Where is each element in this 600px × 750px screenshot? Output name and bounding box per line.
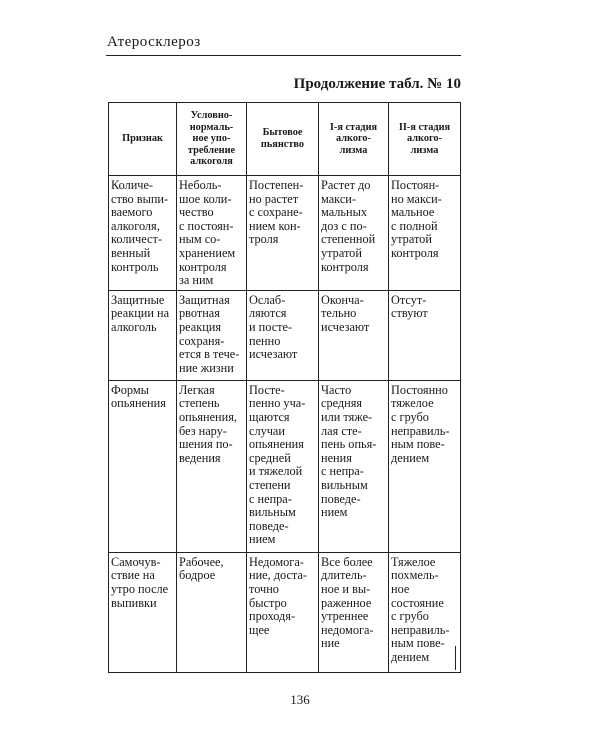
cell-line: лая сте-: [321, 423, 362, 438]
cell-line: количест-: [111, 232, 162, 247]
cell-line: Защитные: [111, 292, 165, 307]
cell-line: Оконча-: [321, 292, 364, 307]
table-cell: [389, 380, 461, 552]
cell-line: дением: [391, 450, 430, 465]
cell-line: ное: [391, 581, 410, 596]
cell-line: рвотная: [179, 306, 220, 321]
cell-line: поведе-: [321, 491, 361, 506]
page-number: 136: [290, 692, 310, 707]
cell-line: алкого-: [336, 133, 371, 145]
cell-line: пенно уча-: [249, 396, 306, 411]
cell-line: точно: [249, 581, 279, 596]
cell-line: утреннее: [321, 609, 369, 624]
cell-line: исчезают: [321, 319, 370, 334]
cell-line: ется в тече-: [179, 347, 240, 362]
cell-line: доз с по-: [321, 218, 367, 233]
cell-line: Постоян-: [391, 178, 440, 192]
cell-line: но растет: [249, 191, 299, 206]
cell-line: нормаль-: [189, 121, 234, 133]
table-cell: [109, 290, 177, 380]
cell-line: Признак: [122, 133, 163, 145]
cell-line: за ним: [179, 273, 214, 288]
cell-line: проходя-: [249, 609, 296, 624]
table-cell: [177, 176, 247, 291]
cell-line: ние: [321, 636, 340, 651]
header-rule: [106, 55, 461, 56]
table-edge-mark: [455, 646, 456, 670]
table-cell: [109, 380, 177, 552]
cell-line: ным пове-: [391, 437, 445, 452]
header-cell: [109, 103, 177, 176]
cell-line: с сохране-: [249, 205, 303, 220]
cell-line: с грубо: [391, 609, 429, 624]
cell-line: ствуют: [391, 306, 428, 321]
cell-line: щее: [249, 622, 270, 637]
cell-line: опьянения: [249, 437, 304, 452]
cell-line: контроля: [391, 245, 439, 260]
cell-line: нием: [249, 532, 276, 547]
cell-line: Условно-: [190, 110, 233, 122]
cell-line: Ослаб-: [249, 292, 286, 307]
cell-line: но макси-: [391, 191, 442, 206]
table-caption: Продолжение табл. № 10: [293, 76, 461, 92]
cell-line: нием кон-: [249, 218, 301, 233]
cell-line: степень: [179, 396, 220, 411]
cell-line: алкоголь: [111, 319, 157, 334]
header-cell: [319, 103, 389, 176]
cell-line: Постепен-: [249, 178, 304, 192]
table-row: [109, 552, 461, 672]
table-row: [109, 176, 461, 291]
cell-line: вильным: [249, 505, 296, 520]
table-cell: [319, 176, 389, 291]
cell-line: троля: [249, 232, 279, 247]
cell-line: Тяжелое: [391, 554, 436, 569]
table-cell: [319, 380, 389, 552]
cell-line: поведе-: [249, 518, 289, 533]
cell-line: тяжелое: [391, 396, 434, 411]
cell-line: алкоголя,: [111, 218, 160, 233]
cell-line: нения: [321, 450, 352, 465]
running-head: Атеросклероз: [107, 34, 201, 50]
table-cell: [319, 290, 389, 380]
cell-line: недомога-: [321, 622, 374, 637]
table-cell: [389, 176, 461, 291]
table-cell: [247, 290, 319, 380]
cell-line: Формы: [111, 382, 149, 397]
table-row: [109, 290, 461, 380]
table-cell: [389, 290, 461, 380]
cell-line: Постоянно: [391, 382, 448, 397]
cell-line: Растет до: [321, 178, 371, 192]
cell-line: похмель-: [391, 568, 439, 583]
cell-line: тельно: [321, 306, 357, 321]
cell-line: Самочув-: [111, 554, 161, 569]
cell-line: сохраня-: [179, 333, 225, 348]
cell-line: Посте-: [249, 382, 285, 397]
cell-line: с полной: [391, 218, 438, 233]
cell-line: реакции на: [111, 306, 170, 321]
cell-line: ведения: [179, 450, 221, 465]
cell-line: Отсут-: [391, 292, 427, 307]
cell-line: или тяже-: [321, 409, 373, 424]
cell-line: ным со-: [179, 232, 221, 247]
table-cell: [389, 552, 461, 672]
cell-line: II-я стадия: [398, 121, 451, 133]
cell-line: алкоголя: [190, 156, 233, 168]
cell-line: Все более: [321, 554, 373, 569]
cell-line: состояние: [391, 595, 444, 610]
cell-line: с грубо: [391, 409, 429, 424]
cell-line: I-я стадия: [329, 121, 378, 133]
table-row: [109, 380, 461, 552]
cell-line: выпивки: [111, 595, 157, 610]
table-cell: [247, 176, 319, 291]
cell-line: шое коли-: [179, 191, 232, 206]
cell-line: с непра-: [321, 464, 364, 479]
cell-line: неправиль-: [391, 423, 450, 438]
cell-line: утратой: [321, 245, 362, 260]
table-cell: [247, 380, 319, 552]
table-cell: [319, 552, 389, 672]
table-header-row: [109, 103, 461, 176]
cell-line: и тяжелой: [249, 464, 303, 479]
cell-line: контроль: [111, 259, 159, 274]
cell-line: макси-: [321, 191, 356, 206]
cell-line: утро после: [111, 581, 169, 596]
cell-line: ное и вы-: [321, 581, 371, 596]
cell-line: Рабочее,: [179, 554, 224, 569]
table-cell: [109, 176, 177, 291]
cell-line: Часто: [321, 382, 352, 397]
cell-line: степенной: [321, 232, 376, 247]
cell-line: мальное: [391, 205, 435, 220]
cell-line: ство выпи-: [111, 191, 169, 206]
cell-line: исчезают: [249, 347, 298, 362]
cell-line: с постоян-: [179, 218, 234, 233]
cell-line: Неболь-: [179, 178, 222, 192]
cell-line: Легкая: [179, 382, 215, 397]
cell-line: щаются: [249, 409, 290, 424]
table-cell: [177, 380, 247, 552]
cell-line: Защитная: [179, 292, 230, 307]
cell-line: длитель-: [321, 568, 367, 583]
cell-line: опьянения: [111, 396, 166, 411]
cell-line: степени: [249, 477, 291, 492]
cell-line: ствие на: [111, 568, 155, 583]
cell-line: нием: [321, 505, 348, 520]
cell-line: Количе-: [111, 178, 154, 192]
cell-line: опьянения,: [179, 409, 237, 424]
cell-line: без нару-: [179, 423, 227, 438]
cell-line: лизма: [410, 144, 439, 156]
cell-line: раженное: [321, 595, 372, 610]
cell-line: бодрое: [179, 568, 216, 583]
cell-line: быстро: [249, 595, 287, 610]
cell-line: контроля: [179, 259, 227, 274]
cell-line: средняя: [321, 396, 363, 411]
table-cell: [247, 552, 319, 672]
cell-line: ное упо-: [192, 133, 231, 145]
cell-line: ние жизни: [179, 360, 234, 375]
cell-line: пень опья-: [321, 437, 377, 452]
cell-line: случаи: [249, 423, 285, 438]
cell-line: утратой: [391, 232, 432, 247]
cell-line: Недомога-: [249, 554, 304, 569]
cell-line: венный: [111, 245, 151, 260]
cell-line: алкого-: [407, 133, 442, 145]
cell-line: пьянство: [260, 139, 305, 150]
header-cell: [247, 103, 319, 176]
cell-line: лизма: [339, 144, 368, 156]
cell-line: пенно: [249, 333, 281, 348]
cell-line: ние, доста-: [249, 568, 308, 583]
header-cell: [177, 103, 247, 176]
cell-line: требление: [187, 144, 236, 156]
cell-line: с непра-: [249, 491, 292, 506]
cell-line: ваемого: [111, 205, 153, 220]
cell-line: средней: [249, 450, 291, 465]
table-cell: [177, 290, 247, 380]
cell-line: и посте-: [249, 319, 293, 334]
cell-line: шения по-: [179, 437, 233, 452]
cell-line: ным пове-: [391, 636, 445, 651]
cell-line: вильным: [321, 477, 368, 492]
cell-line: чество: [179, 205, 214, 220]
cell-line: реакция: [179, 319, 222, 334]
cell-line: дением: [391, 649, 430, 664]
cell-line: ляются: [249, 306, 287, 321]
cell-line: мальных: [321, 205, 367, 220]
table-cell: [177, 552, 247, 672]
cell-line: Бытовое: [262, 127, 303, 139]
header-cell: [389, 103, 461, 176]
cell-line: хранением: [179, 245, 236, 260]
table-cell: [109, 552, 177, 672]
cell-line: неправиль-: [391, 622, 450, 637]
comparison-table: [108, 102, 461, 673]
cell-line: контроля: [321, 259, 369, 274]
